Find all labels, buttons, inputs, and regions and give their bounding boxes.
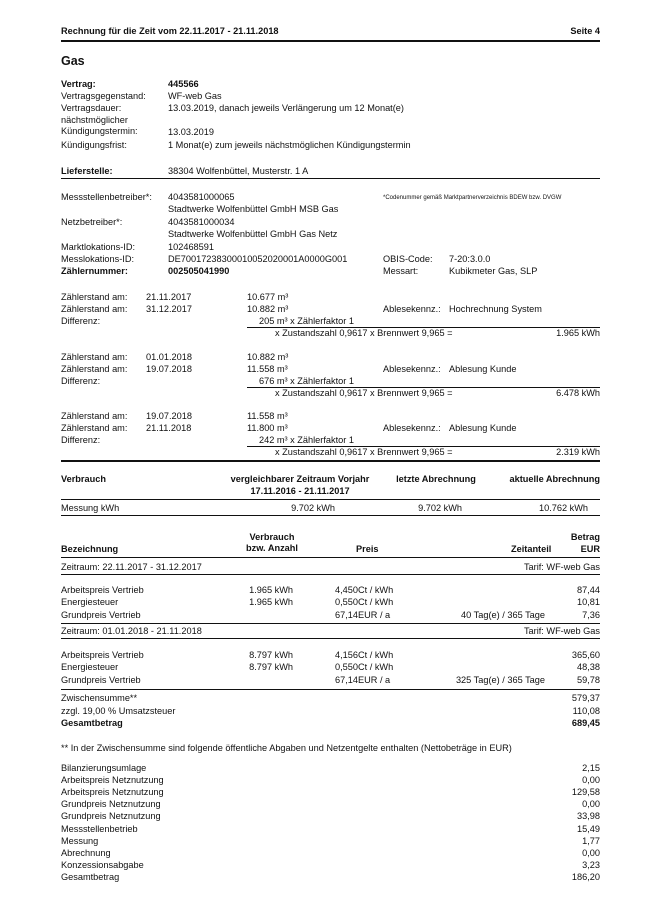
total-value: 689,45 bbox=[571, 718, 600, 728]
market-location-id: 102468591 bbox=[168, 242, 214, 252]
previous-year-dates: 17.11.2016 - 21.11.2017 bbox=[250, 486, 350, 496]
row-amount: 10,81 bbox=[577, 597, 600, 607]
measurement-type-label: Messart: bbox=[383, 266, 419, 276]
period-label: Zeitraum: 01.01.2018 - 21.11.2018 bbox=[61, 626, 202, 636]
vat-label: zzgl. 19,00 % Umsatzsteuer bbox=[61, 706, 176, 716]
contract-duration: 13.03.2019, danach jeweils Verlängerung um 12 Monat(e) bbox=[168, 103, 404, 113]
last-bill-value: 9.702 kWh bbox=[418, 503, 462, 513]
breakdown-value: 129,58 bbox=[571, 787, 600, 797]
row-time-share: 40 Tag(e) / 365 Tage bbox=[461, 610, 545, 620]
reading-rule bbox=[247, 387, 600, 388]
period-rule bbox=[61, 574, 600, 575]
breakdown-value: 0,00 bbox=[582, 848, 600, 858]
conversion-formula: x Zustandszahl 0,9617 x Brennwert 9,965 = bbox=[275, 388, 453, 398]
breakdown-label: Messung bbox=[61, 836, 99, 846]
obis-label: OBIS-Code: bbox=[383, 254, 433, 264]
header-rule bbox=[61, 40, 600, 42]
reading-date: 19.07.2018 bbox=[146, 364, 192, 374]
measurement-row-label: Messung kWh bbox=[61, 503, 120, 513]
readings-end-rule bbox=[61, 460, 600, 462]
row-description: Grundpreis Vertrieb bbox=[61, 610, 141, 620]
reading-code-label: Ablesekennz.: bbox=[383, 364, 441, 374]
row-time-share: 325 Tag(e) / 365 Tage bbox=[455, 675, 545, 685]
reading-value: 11.800 m³ bbox=[247, 423, 288, 433]
quantity-col-header: bzw. Anzahl bbox=[246, 543, 298, 553]
notice-period: 1 Monat(e) zum jeweils nächstmöglichen Kündigungstermin bbox=[168, 140, 411, 150]
reading-code-label: Ablesekennz.: bbox=[383, 423, 441, 433]
reading-date: 01.01.2018 bbox=[146, 352, 192, 362]
difference-value: 205 m³ x Zählerfaktor 1 bbox=[259, 316, 354, 326]
header-title: Rechnung für die Zeit vom 22.11.2017 - 21.11.2018 bbox=[61, 26, 279, 36]
contract-label: Vertrag: bbox=[61, 79, 96, 89]
energy-kwh: 2.319 kWh bbox=[556, 447, 600, 457]
subtotal-label: Zwischensumme** bbox=[61, 693, 138, 703]
conversion-formula: x Zustandszahl 0,9617 x Brennwert 9,965 = bbox=[275, 328, 453, 338]
delivery-rule bbox=[61, 178, 600, 179]
breakdown-value: 15,49 bbox=[577, 824, 600, 834]
termination-date-label: Kündigungstermin: bbox=[61, 126, 138, 136]
row-price: 0,550Ct / kWh bbox=[335, 597, 394, 607]
page-number: Seite 4 bbox=[570, 26, 600, 36]
contract-number: 445566 bbox=[168, 79, 199, 89]
billing-header-rule bbox=[61, 557, 600, 558]
metering-location-id: DE70017238300010052020001A0000G001 bbox=[168, 254, 348, 264]
delivery-point: 38304 Wolfenbüttel, Musterstr. 1 A bbox=[168, 166, 309, 176]
consumption-col-header: Verbrauch bbox=[249, 532, 295, 542]
row-amount: 7,36 bbox=[582, 610, 600, 620]
reading-label: Zählerstand am: bbox=[61, 304, 128, 314]
breakdown-label: Grundpreis Netznutzung bbox=[61, 811, 161, 821]
subtotal-value: 579,37 bbox=[571, 693, 600, 703]
reading-code: Hochrechnung System bbox=[449, 304, 542, 314]
difference-label: Differenz: bbox=[61, 316, 101, 326]
difference-value: 676 m³ x Zählerfaktor 1 bbox=[259, 376, 354, 386]
energy-kwh: 6.478 kWh bbox=[556, 388, 600, 398]
reading-value: 11.558 m³ bbox=[247, 364, 288, 374]
row-amount: 87,44 bbox=[577, 585, 600, 595]
conversion-formula: x Zustandszahl 0,9617 x Brennwert 9,965 = bbox=[275, 447, 453, 457]
period-rule bbox=[61, 623, 600, 624]
breakdown-label: Messstellenbetrieb bbox=[61, 824, 138, 834]
msb-code: 4043581000065 bbox=[168, 192, 235, 202]
energy-kwh: 1.965 kWh bbox=[556, 328, 600, 338]
breakdown-value: 33,98 bbox=[577, 811, 600, 821]
reading-label: Zählerstand am: bbox=[61, 352, 128, 362]
row-amount: 365,60 bbox=[571, 650, 600, 660]
reading-label: Zählerstand am: bbox=[61, 423, 128, 433]
row-quantity: 8.797 kWh bbox=[249, 650, 293, 660]
row-description: Arbeitspreis Vertrieb bbox=[61, 650, 144, 660]
price-col-header: Preis bbox=[356, 544, 379, 554]
obis-code: 7-20:3.0.0 bbox=[449, 254, 491, 264]
currency-col-header: EUR bbox=[580, 544, 600, 554]
row-amount: 59,78 bbox=[577, 675, 600, 685]
delivery-point-label: Lieferstelle: bbox=[61, 166, 113, 176]
row-description: Energiesteuer bbox=[61, 662, 119, 672]
time-share-col-header: Zeitanteil bbox=[511, 544, 552, 554]
vat-value: 110,08 bbox=[572, 706, 600, 716]
difference-label: Differenz: bbox=[61, 376, 101, 386]
breakdown-label: Gesamtbetrag bbox=[61, 872, 120, 882]
contract-subject-label: Vertragsgegenstand: bbox=[61, 91, 146, 101]
row-price: 4,156Ct / kWh bbox=[335, 650, 394, 660]
metering-location-label: Messlokations-ID: bbox=[61, 254, 135, 264]
network-operator-label: Netzbetreiber*: bbox=[61, 217, 123, 227]
breakdown-value: 0,00 bbox=[582, 799, 600, 809]
current-bill-header: aktuelle Abrechnung bbox=[509, 474, 600, 484]
tariff-label: Tarif: WF-web Gas bbox=[523, 626, 600, 636]
row-description: Energiesteuer bbox=[61, 597, 119, 607]
reading-code: Ablesung Kunde bbox=[449, 423, 517, 433]
reading-date: 31.12.2017 bbox=[146, 304, 192, 314]
row-price: 67,14EUR / a bbox=[335, 675, 391, 685]
subtotal-rule bbox=[61, 689, 600, 690]
reading-date: 21.11.2018 bbox=[146, 423, 192, 433]
reading-date: 19.07.2018 bbox=[146, 411, 192, 421]
reading-label: Zählerstand am: bbox=[61, 292, 128, 302]
breakdown-label: Grundpreis Netznutzung bbox=[61, 799, 161, 809]
contract-subject: WF-web Gas bbox=[168, 91, 222, 101]
msb-name: Stadtwerke Wolfenbüttel GmbH MSB Gas bbox=[168, 204, 339, 214]
tariff-label: Tarif: WF-web Gas bbox=[523, 562, 600, 572]
reading-rule bbox=[247, 446, 600, 447]
next-possible-label: nächstmöglicher bbox=[61, 115, 128, 125]
reading-label: Zählerstand am: bbox=[61, 364, 128, 374]
reading-code-label: Ablesekennz.: bbox=[383, 304, 441, 314]
row-description: Grundpreis Vertrieb bbox=[61, 675, 141, 685]
contract-duration-label: Vertragsdauer: bbox=[61, 103, 122, 113]
code-footnote: *Codenummer gemäß Marktpartnerverzeichnis BDEW bzw. DVGW bbox=[383, 195, 562, 201]
description-col-header: Bezeichnung bbox=[61, 544, 119, 554]
reading-label: Zählerstand am: bbox=[61, 411, 128, 421]
breakdown-value: 186,20 bbox=[571, 872, 600, 882]
section-title: Gas bbox=[61, 54, 85, 68]
row-description: Arbeitspreis Vertrieb bbox=[61, 585, 144, 595]
current-bill-value: 10.762 kWh bbox=[538, 503, 588, 513]
period-label: Zeitraum: 22.11.2017 - 31.12.2017 bbox=[61, 562, 202, 572]
reading-rule bbox=[247, 327, 600, 328]
difference-label: Differenz: bbox=[61, 435, 101, 445]
period-rule bbox=[61, 638, 600, 639]
last-bill-header: letzte Abrechnung bbox=[396, 474, 476, 484]
reading-code: Ablesung Kunde bbox=[449, 364, 517, 374]
breakdown-label: Abrechnung bbox=[61, 848, 111, 858]
consumption-header-rule bbox=[61, 499, 600, 500]
difference-value: 242 m³ x Zählerfaktor 1 bbox=[259, 435, 354, 445]
breakdown-label: Arbeitspreis Netznutzung bbox=[61, 775, 164, 785]
termination-date: 13.03.2019 bbox=[168, 127, 214, 137]
breakdown-value: 2,15 bbox=[582, 763, 600, 773]
reading-value: 10.882 m³ bbox=[247, 352, 289, 362]
breakdown-label: Bilanzierungsumlage bbox=[61, 763, 147, 773]
network-operator-code: 4043581000034 bbox=[168, 217, 235, 227]
row-amount: 48,38 bbox=[577, 662, 600, 672]
msb-label: Messstellenbetreiber*: bbox=[61, 192, 152, 202]
breakdown-value: 1,77 bbox=[582, 836, 600, 846]
previous-year-value: 9.702 kWh bbox=[291, 503, 335, 513]
network-operator-name: Stadtwerke Wolfenbüttel GmbH Gas Netz bbox=[168, 229, 338, 239]
row-price: 0,550Ct / kWh bbox=[335, 662, 394, 672]
reading-value: 10.677 m³ bbox=[247, 292, 289, 302]
reading-date: 21.11.2017 bbox=[146, 292, 192, 302]
row-quantity: 1.965 kWh bbox=[249, 585, 293, 595]
row-quantity: 8.797 kWh bbox=[249, 662, 293, 672]
meter-number: 002505041990 bbox=[168, 266, 230, 276]
breakdown-label: Arbeitspreis Netznutzung bbox=[61, 787, 164, 797]
reading-value: 11.558 m³ bbox=[247, 411, 288, 421]
notice-period-label: Kündigungsfrist: bbox=[61, 140, 127, 150]
breakdown-value: 3,23 bbox=[582, 860, 600, 870]
consumption-end-rule bbox=[61, 515, 600, 516]
market-location-label: Marktlokations-ID: bbox=[61, 242, 136, 252]
amount-col-header: Betrag bbox=[570, 532, 600, 542]
row-price: 4,450Ct / kWh bbox=[335, 585, 394, 595]
row-quantity: 1.965 kWh bbox=[249, 597, 293, 607]
total-label: Gesamtbetrag bbox=[61, 718, 123, 728]
previous-year-header: vergleichbarer Zeitraum Vorjahr bbox=[230, 474, 370, 484]
breakdown-value: 0,00 bbox=[582, 775, 600, 785]
meter-number-label: Zählernummer: bbox=[61, 266, 128, 276]
breakdown-label: Konzessionsabgabe bbox=[61, 860, 144, 870]
row-price: 67,14EUR / a bbox=[335, 610, 391, 620]
measurement-type: Kubikmeter Gas, SLP bbox=[449, 266, 538, 276]
consumption-header: Verbrauch bbox=[61, 474, 106, 484]
breakdown-note: ** In der Zwischensumme sind folgende öffentliche Abgaben und Netzentgelte enthalten (Nettobeträge in EUR) bbox=[61, 743, 512, 753]
reading-value: 10.882 m³ bbox=[247, 304, 289, 314]
